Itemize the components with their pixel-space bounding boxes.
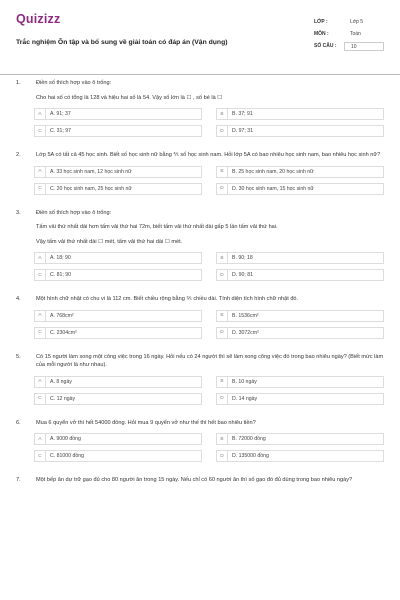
question-header — [16, 151, 384, 160]
question-text: Có 15 người làm xong một công việc trong 16 ngày. Hỏi nếu có 24 người thì sẽ làm xong công việc đó trong bao nhiêu ngày? (Biết mức làm của mỗi người là như nhau). — [36, 353, 384, 368]
option-letter: B — [217, 311, 228, 321]
question-text: Điền số thích hợp vào ô trống: — [36, 209, 112, 216]
option-text: A. 768cm² — [50, 312, 74, 319]
option-text: D. 97; 31 — [232, 128, 254, 134]
option-letter: A — [35, 377, 46, 387]
option-text: A. 9000 đồng — [50, 436, 81, 442]
answer-option-b[interactable] — [216, 376, 384, 388]
option-text: C. 12 ngày — [50, 395, 76, 402]
answer-option-c[interactable] — [34, 393, 202, 405]
answer-options — [34, 433, 384, 462]
option-letter: C — [35, 126, 46, 136]
option-letter: D — [217, 126, 228, 136]
question-number: 6. — [16, 419, 21, 426]
meta-value: 10 — [344, 42, 384, 51]
option-letter: B — [217, 377, 228, 387]
option-letter: B — [217, 167, 228, 177]
quizizz-logo: Quizizz — [16, 12, 61, 26]
worksheet-header — [16, 8, 384, 58]
question-header — [16, 209, 384, 218]
option-text: A. 18; 90 — [50, 255, 71, 261]
option-text: B. 1536cm² — [232, 312, 259, 319]
meta-label: MÔN : — [314, 31, 329, 37]
meta-label: LỚP : — [314, 19, 328, 25]
question-number: 3. — [16, 209, 21, 216]
option-letter: C — [35, 328, 46, 338]
option-letter: B — [217, 434, 228, 444]
answer-option-b[interactable] — [216, 252, 384, 264]
question-list — [16, 79, 384, 499]
question-item — [16, 151, 384, 195]
question-text: Mua 6 quyển vở thì hết 54000 đồng. Hỏi mua 9 quyển vở như thế thì hết bao nhiêu tiền? — [36, 419, 256, 426]
option-text: B. 10 ngày — [232, 378, 257, 385]
option-text: B. 37; 91 — [232, 111, 253, 117]
question-item — [16, 79, 384, 137]
question-header — [16, 476, 384, 485]
answer-option-b[interactable] — [216, 433, 384, 445]
option-letter: B — [217, 253, 228, 263]
meta-label: SỐ CÂU : — [314, 43, 337, 49]
answer-option-a[interactable] — [34, 310, 202, 322]
answer-option-a[interactable] — [34, 166, 202, 178]
answer-option-a[interactable] — [34, 433, 202, 445]
question-subtext: Vậy tấm vải thứ nhất dài ☐ mét, tấm vải thứ hai dài ☐ mét. — [36, 238, 183, 245]
answer-option-b[interactable] — [216, 166, 384, 178]
option-text: A. 33 học sinh nam, 12 học sinh nữ — [50, 168, 132, 175]
answer-option-c[interactable] — [34, 125, 202, 137]
option-letter: A — [35, 434, 46, 444]
option-letter: D — [217, 184, 228, 194]
question-header — [16, 419, 384, 428]
option-letter: C — [35, 451, 46, 461]
option-text: C. 20 học sinh nam, 25 học sinh nữ — [50, 185, 132, 192]
meta-value: Toán — [350, 31, 361, 37]
option-letter: C — [35, 270, 46, 280]
option-text: D. 30 học sinh nam, 15 học sinh nữ — [232, 185, 314, 192]
answer-option-a[interactable] — [34, 376, 202, 388]
question-item — [16, 295, 384, 339]
question-header — [16, 79, 384, 88]
option-text: D. 90; 81 — [232, 272, 254, 278]
meta-row-count — [314, 40, 384, 52]
answer-option-d[interactable] — [216, 125, 384, 137]
option-text: A. 91; 37 — [50, 111, 71, 117]
question-number: 4. — [16, 296, 21, 302]
meta-value: Lớp 5 — [350, 19, 364, 25]
question-item — [16, 419, 384, 463]
answer-option-a[interactable] — [34, 252, 202, 264]
question-number: 2. — [16, 152, 21, 158]
option-letter: D — [217, 270, 228, 280]
answer-options — [34, 310, 384, 339]
header-divider — [0, 74, 400, 75]
option-letter: D — [217, 328, 228, 338]
option-letter: D — [217, 394, 228, 404]
option-text: C. 81; 90 — [50, 272, 72, 278]
meta-row-class — [314, 16, 384, 28]
answer-option-c[interactable] — [34, 183, 202, 195]
option-text: A. 8 ngày — [50, 378, 72, 385]
question-header — [16, 295, 384, 304]
option-text: B. 72000 đồng — [232, 436, 266, 442]
option-text: B. 90; 18 — [232, 255, 253, 261]
question-item — [16, 353, 384, 405]
question-text: Một hình chữ nhật có chu vi là 112 cm. Biết chiều rộng bằng ⅗ chiều dài. Tính diện tích hình chữ nhật đó. — [36, 296, 299, 302]
answer-option-b[interactable] — [216, 108, 384, 120]
option-text: C. 31; 97 — [50, 128, 72, 134]
answer-options — [34, 108, 384, 137]
answer-option-d[interactable] — [216, 183, 384, 195]
option-letter: A — [35, 109, 46, 119]
answer-option-b[interactable] — [216, 310, 384, 322]
question-text: Lớp 5A có tất cả 45 học sinh. Biết số học sinh nữ bằng ⅘ số học sinh nam. Hỏi lớp 5A có bao nhiêu học sinh nam, bao nhiêu học sinh nữ? — [36, 152, 381, 158]
answer-option-c[interactable] — [34, 269, 202, 281]
answer-options — [34, 376, 384, 405]
answer-option-a[interactable] — [34, 108, 202, 120]
meta-row-subject — [314, 28, 384, 40]
option-letter: C — [35, 394, 46, 404]
question-text: Điền số thích hợp vào ô trống: — [36, 80, 112, 86]
answer-option-c[interactable] — [34, 450, 202, 462]
answer-option-d[interactable] — [216, 327, 384, 339]
option-letter: A — [35, 253, 46, 263]
question-number: 7. — [16, 477, 21, 483]
question-header — [16, 353, 384, 370]
option-letter: C — [35, 184, 46, 194]
question-number: 1. — [16, 80, 21, 86]
option-text: B. 25 học sinh nam, 20 học sinh nữ — [232, 168, 314, 175]
worksheet-meta — [314, 16, 384, 52]
question-subtext: Tấm vải thứ nhất dài hơn tấm vải thứ hai 72m, biết tấm vải thứ nhất dài gấp 5 lần tấm vải thứ hai. — [36, 224, 278, 230]
answer-option-c[interactable] — [34, 327, 202, 339]
answer-option-d[interactable] — [216, 450, 384, 462]
answer-option-d[interactable] — [216, 269, 384, 281]
option-text: C. 81000 đồng — [50, 453, 85, 459]
option-text: D. 135000 đồng — [232, 453, 269, 459]
worksheet-title: Trắc nghiệm Ôn tập và bổ sung về giải toán có đáp án (Vận dụng) — [16, 39, 228, 46]
question-text: Một bếp ăn dự trữ gạo đủ cho 80 người ăn trong 15 ngày. Nếu chỉ có 60 người ăn thì số gạo đó đủ dùng trong bao nhiêu ngày? — [36, 477, 353, 483]
question-subtext: Cho hai số có tổng là 128 và hiệu hai số là 54. Vậy số lớn là ☐ , số bé là ☐ — [36, 94, 223, 101]
option-letter: B — [217, 109, 228, 119]
option-text: D. 3072cm² — [232, 329, 259, 336]
option-letter: A — [35, 167, 46, 177]
option-text: C. 2304cm² — [50, 329, 77, 336]
option-letter: A — [35, 311, 46, 321]
question-item — [16, 476, 384, 485]
option-text: D. 14 ngày — [232, 395, 258, 402]
question-number: 5. — [16, 353, 21, 360]
answer-options — [34, 166, 384, 195]
answer-option-d[interactable] — [216, 393, 384, 405]
option-letter: D — [217, 451, 228, 461]
answer-options — [34, 252, 384, 281]
question-item — [16, 209, 384, 282]
